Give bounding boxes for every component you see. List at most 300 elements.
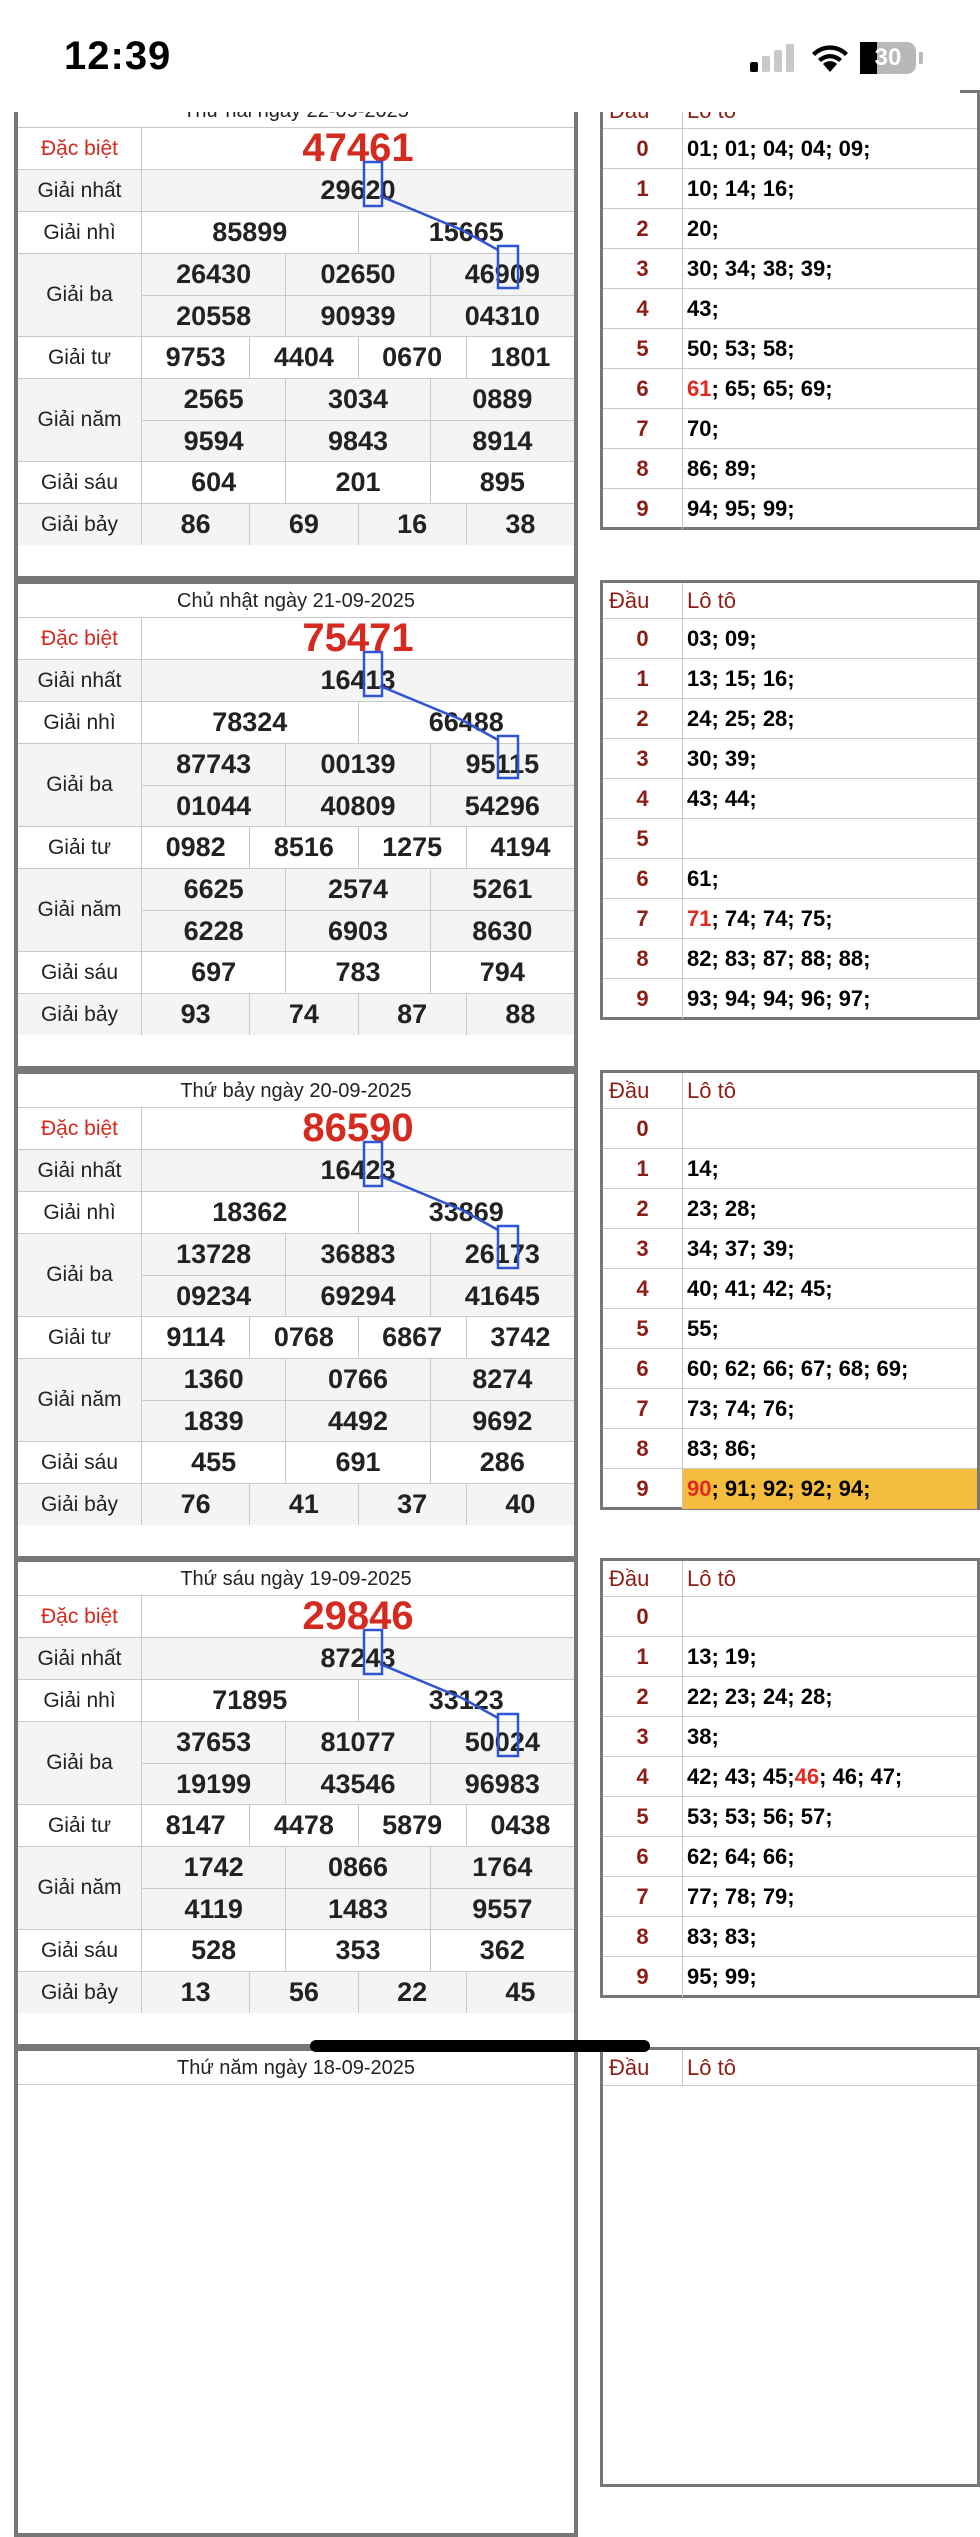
prize-values xyxy=(142,170,574,211)
prize-values xyxy=(142,744,574,826)
prize-label: Đặc biệt xyxy=(18,618,142,659)
loto-head-digit: 1 xyxy=(603,1637,683,1676)
loto-text: 43; 44; xyxy=(687,785,757,811)
prize-row-g3 xyxy=(18,254,574,337)
loto-header-dau: Đầu xyxy=(603,1561,683,1596)
prize-values xyxy=(142,1596,574,1637)
prize-line xyxy=(142,1847,574,1888)
prize-number: 8630 xyxy=(430,911,574,951)
prize-row-g2 xyxy=(18,1680,574,1722)
prize-number: 0670 xyxy=(358,337,466,378)
prize-line xyxy=(142,1680,574,1721)
prize-number: 9557 xyxy=(430,1889,574,1929)
loto-table xyxy=(600,1558,980,1998)
prize-number: 528 xyxy=(191,1935,237,1965)
loto-row xyxy=(603,209,977,249)
prize-label: Giải nhì xyxy=(18,1680,142,1721)
prize-number: 36883 xyxy=(285,1234,429,1275)
prize-number: 0766 xyxy=(285,1359,429,1400)
loto-special-number: 71 xyxy=(687,905,712,931)
loto-row xyxy=(603,739,977,779)
prize-number: 40809 xyxy=(285,786,429,826)
prize-label: Đặc biệt xyxy=(18,1596,142,1637)
prize-row-g1 xyxy=(18,170,574,212)
loto-head-digit: 7 xyxy=(603,899,683,938)
loto-text: 50; 53; 58; xyxy=(687,335,795,361)
prize-number: 8914 xyxy=(430,421,574,461)
prize-number: 6903 xyxy=(285,911,429,951)
loto-text: 83; 83; xyxy=(687,1923,757,1949)
loto-head-digit: 3 xyxy=(603,249,683,288)
prize-label: Giải năm xyxy=(18,869,142,951)
prize-number: 9843 xyxy=(285,421,429,461)
prize-label: Giải năm xyxy=(18,1847,142,1929)
prize-number: 87743 xyxy=(176,749,252,779)
prize-label: Giải bảy xyxy=(18,504,142,545)
draw-block xyxy=(0,1070,960,1560)
loto-special-number: 61 xyxy=(687,375,712,401)
prize-number: 86590 xyxy=(302,1106,414,1150)
loto-text: 77; 78; 79; xyxy=(687,1883,795,1909)
loto-head-digit: 4 xyxy=(603,289,683,328)
loto-row xyxy=(603,619,977,659)
prize-number: 90939 xyxy=(285,296,429,336)
loto-row xyxy=(603,899,977,939)
loto-head-digit: 8 xyxy=(603,449,683,488)
prize-number: 1742 xyxy=(183,1852,244,1882)
prize-values xyxy=(142,1847,574,1929)
prize-row-g3 xyxy=(18,1234,574,1317)
results-scroll-view[interactable] xyxy=(0,112,960,2079)
loto-text: 20; xyxy=(687,215,719,241)
prize-number: 96983 xyxy=(430,1764,574,1804)
prize-line xyxy=(142,869,574,910)
loto-row xyxy=(603,1837,977,1877)
prize-number: 895 xyxy=(430,462,574,503)
prize-line xyxy=(142,212,574,253)
loto-head-digit: 2 xyxy=(603,1189,683,1228)
prize-number: 4194 xyxy=(466,827,574,868)
loto-text: 43; xyxy=(687,295,719,321)
loto-header-loto: Lô tô xyxy=(687,587,736,613)
loto-values xyxy=(683,1389,977,1428)
loto-values xyxy=(683,1469,977,1509)
loto-values xyxy=(683,1597,977,1636)
loto-values xyxy=(683,1149,977,1188)
prize-line xyxy=(142,1108,574,1149)
loto-head-digit: 6 xyxy=(603,1837,683,1876)
loto-head-digit: 6 xyxy=(603,859,683,898)
draw-block xyxy=(0,90,960,580)
prize-line xyxy=(142,1930,574,1971)
loto-values xyxy=(683,939,977,978)
loto-head-digit: 2 xyxy=(603,699,683,738)
loto-values xyxy=(683,329,977,368)
loto-head-digit: 2 xyxy=(603,209,683,248)
prize-line xyxy=(142,1359,574,1400)
prize-row-g2 xyxy=(18,212,574,254)
prize-line xyxy=(142,618,574,659)
prize-number: 95115 xyxy=(430,744,574,785)
loto-text: 82; 83; 87; 88; 88; xyxy=(687,945,871,971)
loto-text: 38; xyxy=(687,1723,719,1749)
loto-head-digit: 6 xyxy=(603,1349,683,1388)
loto-head-digit: 4 xyxy=(603,779,683,818)
loto-values xyxy=(683,1637,977,1676)
loto-head-digit: 5 xyxy=(603,1797,683,1836)
prize-number: 16413 xyxy=(320,665,396,695)
loto-row xyxy=(603,1677,977,1717)
prize-line xyxy=(142,785,574,826)
prize-number: 02650 xyxy=(285,254,429,295)
draw-block xyxy=(0,580,960,1070)
prize-number: 45 xyxy=(466,1972,574,2013)
prize-number: 29620 xyxy=(320,175,396,205)
loto-row xyxy=(603,249,977,289)
results-table xyxy=(14,1070,578,1560)
prize-label: Giải ba xyxy=(18,1234,142,1316)
status-time: 12:39 xyxy=(64,34,172,78)
loto-head-digit: 9 xyxy=(603,1957,683,1997)
loto-text: 34; 37; 39; xyxy=(687,1235,795,1261)
loto-text: 62; 64; 66; xyxy=(687,1843,795,1869)
prize-row-db xyxy=(18,128,574,170)
prize-number: 43546 xyxy=(285,1764,429,1804)
prize-line xyxy=(142,1805,574,1846)
prize-number: 29846 xyxy=(302,1594,414,1638)
loto-row xyxy=(603,1109,977,1149)
prize-line xyxy=(142,1638,574,1679)
prize-label: Giải tư xyxy=(18,827,142,868)
prize-label: Đặc biệt xyxy=(18,128,142,169)
prize-number: 86 xyxy=(180,509,211,539)
prize-number: 6228 xyxy=(183,915,244,946)
loto-values xyxy=(683,1717,977,1756)
loto-header xyxy=(603,583,977,619)
prize-number: 0889 xyxy=(430,379,574,420)
prize-label: Giải ba xyxy=(18,254,142,336)
prize-line xyxy=(142,1722,574,1763)
prize-line xyxy=(142,827,574,868)
prize-line xyxy=(142,1317,574,1358)
prize-line xyxy=(142,170,574,211)
draw-block xyxy=(0,2047,960,2537)
loto-values xyxy=(683,1957,977,1997)
loto-row xyxy=(603,699,977,739)
loto-head-digit: 8 xyxy=(603,939,683,978)
prize-row-g1 xyxy=(18,660,574,702)
prize-label: Giải bảy xyxy=(18,994,142,1035)
prize-values xyxy=(142,1972,574,2013)
prize-number: 455 xyxy=(191,1447,237,1477)
loto-row xyxy=(603,1717,977,1757)
loto-row xyxy=(603,129,977,169)
prize-line xyxy=(142,420,574,461)
prize-number: 18362 xyxy=(212,1197,288,1227)
loto-head-digit: 7 xyxy=(603,1877,683,1916)
loto-row xyxy=(603,169,977,209)
prize-number: 3034 xyxy=(285,379,429,420)
loto-header-loto: Lô tô xyxy=(687,1565,736,1591)
prize-row-g7 xyxy=(18,504,574,545)
prize-number: 697 xyxy=(191,957,237,987)
loto-text: 42; 43; 45; xyxy=(687,1763,795,1789)
prize-number: 4119 xyxy=(184,1893,243,1924)
prize-label: Giải bảy xyxy=(18,1484,142,1525)
draw-date-title: Thứ năm ngày 18-09-2025 xyxy=(18,2051,574,2085)
prize-number: 87 xyxy=(358,994,466,1035)
loto-row xyxy=(603,1469,977,1509)
prize-row-g1 xyxy=(18,1638,574,1680)
loto-text: 23; 28; xyxy=(687,1195,757,1221)
prize-number: 1275 xyxy=(358,827,466,868)
loto-values xyxy=(683,249,977,288)
loto-row xyxy=(603,1429,977,1469)
loto-text: ; 91; 92; 92; 94; xyxy=(711,1476,871,1501)
loto-table xyxy=(600,580,980,1020)
prize-number: 4404 xyxy=(249,337,357,378)
prize-row-g6 xyxy=(18,1442,574,1484)
prize-label: Giải nhất xyxy=(18,660,142,701)
prize-line xyxy=(142,1192,574,1233)
prize-values xyxy=(142,1317,574,1358)
prize-line xyxy=(142,1150,574,1191)
prize-label: Giải tư xyxy=(18,1317,142,1358)
prize-values xyxy=(142,1192,574,1233)
loto-row xyxy=(603,1189,977,1229)
prize-row-g2 xyxy=(18,1192,574,1234)
prize-number: 41 xyxy=(249,1484,357,1525)
prize-row-g1 xyxy=(18,1150,574,1192)
loto-table xyxy=(600,90,980,530)
loto-text: 22; 23; 24; 28; xyxy=(687,1683,833,1709)
prize-number: 69294 xyxy=(285,1276,429,1316)
loto-values xyxy=(683,449,977,488)
prize-number: 783 xyxy=(285,952,429,993)
loto-row xyxy=(603,449,977,489)
prize-number: 38 xyxy=(466,504,574,545)
loto-text: 01; 01; 04; 04; 09; xyxy=(687,135,871,161)
loto-text: 14; xyxy=(687,1155,719,1181)
status-bar xyxy=(0,0,960,112)
loto-head-digit: 9 xyxy=(603,489,683,529)
prize-row-g7 xyxy=(18,1484,574,1525)
prize-line xyxy=(142,254,574,295)
prize-number: 01044 xyxy=(176,790,252,821)
loto-row xyxy=(603,1877,977,1917)
loto-values xyxy=(683,819,977,858)
loto-values xyxy=(683,209,977,248)
loto-values xyxy=(683,1677,977,1716)
loto-head-digit: 7 xyxy=(603,409,683,448)
prize-line xyxy=(142,910,574,951)
loto-values xyxy=(683,859,977,898)
prize-number: 8516 xyxy=(249,827,357,868)
prize-number: 9114 xyxy=(166,1322,225,1352)
loto-values xyxy=(683,739,977,778)
prize-number: 0438 xyxy=(466,1805,574,1846)
loto-row xyxy=(603,489,977,529)
prize-row-g5 xyxy=(18,1359,574,1442)
prize-values xyxy=(142,994,574,1035)
loto-values xyxy=(683,409,977,448)
prize-values xyxy=(142,1930,574,1971)
prize-line xyxy=(142,504,574,545)
loto-text: 61; xyxy=(687,865,719,891)
prize-values xyxy=(142,1638,574,1679)
prize-row-g5 xyxy=(18,869,574,952)
loto-values xyxy=(683,1349,977,1388)
loto-text: 24; 25; 28; xyxy=(687,705,795,731)
prize-values xyxy=(142,1234,574,1316)
loto-values xyxy=(683,1797,977,1836)
prize-number: 15665 xyxy=(358,212,575,253)
loto-values xyxy=(683,1917,977,1956)
loto-header xyxy=(603,1073,977,1109)
loto-head-digit: 1 xyxy=(603,169,683,208)
home-indicator[interactable] xyxy=(310,2040,650,2052)
draw-date-title: Chủ nhật ngày 21-09-2025 xyxy=(18,584,574,618)
prize-row-g5 xyxy=(18,1847,574,1930)
prize-number: 75471 xyxy=(302,616,414,660)
prize-values xyxy=(142,702,574,743)
prize-number: 13728 xyxy=(176,1239,252,1269)
prize-number: 37653 xyxy=(176,1727,252,1757)
loto-header-dau: Đầu xyxy=(603,1073,683,1108)
prize-label: Giải nhất xyxy=(18,170,142,211)
loto-row xyxy=(603,939,977,979)
prize-values xyxy=(142,504,574,545)
loto-text: 13; 15; 16; xyxy=(687,665,795,691)
loto-values xyxy=(683,979,977,1019)
loto-row xyxy=(603,979,977,1019)
loto-values xyxy=(683,699,977,738)
loto-text: 30; 39; xyxy=(687,745,757,771)
draw-date-title: Thứ sáu ngày 19-09-2025 xyxy=(18,1562,574,1596)
prize-number: 2565 xyxy=(183,384,244,414)
loto-head-digit: 9 xyxy=(603,979,683,1019)
prize-number: 41645 xyxy=(430,1276,574,1316)
prize-number: 22 xyxy=(358,1972,466,2013)
prize-row-g4 xyxy=(18,1805,574,1847)
prize-values xyxy=(142,1722,574,1804)
prize-line xyxy=(142,994,574,1035)
loto-head-digit: 0 xyxy=(603,619,683,658)
prize-label: Giải nhì xyxy=(18,702,142,743)
prize-number: 74 xyxy=(249,994,357,1035)
prize-number: 81077 xyxy=(285,1722,429,1763)
prize-line xyxy=(142,1596,574,1637)
loto-head-digit: 6 xyxy=(603,369,683,408)
prize-number: 794 xyxy=(430,952,574,993)
prize-number: 71895 xyxy=(212,1685,288,1715)
loto-head-digit: 3 xyxy=(603,1229,683,1268)
prize-values xyxy=(142,379,574,461)
prize-line xyxy=(142,660,574,701)
prize-line xyxy=(142,1442,574,1483)
loto-head-digit: 5 xyxy=(603,1309,683,1348)
loto-values xyxy=(683,489,977,529)
loto-head-digit: 5 xyxy=(603,329,683,368)
prize-line xyxy=(142,744,574,785)
loto-text: 03; 09; xyxy=(687,625,757,651)
loto-values xyxy=(683,1109,977,1148)
loto-row xyxy=(603,859,977,899)
prize-number: 0768 xyxy=(249,1317,357,1358)
prize-row-g3 xyxy=(18,744,574,827)
prize-number: 78324 xyxy=(212,707,288,737)
loto-text: ; 74; 74; 75; xyxy=(711,905,833,931)
loto-text: 10; 14; 16; xyxy=(687,175,795,201)
prize-number: 201 xyxy=(285,462,429,503)
loto-row xyxy=(603,329,977,369)
prize-number: 5879 xyxy=(358,1805,466,1846)
loto-header-dau: Đầu xyxy=(603,583,683,618)
loto-values xyxy=(683,1757,977,1796)
prize-values xyxy=(142,462,574,503)
prize-values xyxy=(142,660,574,701)
prize-number: 20558 xyxy=(176,300,252,331)
prize-row-g6 xyxy=(18,952,574,994)
battery-icon xyxy=(860,42,916,74)
loto-row xyxy=(603,1757,977,1797)
loto-text: 13; 19; xyxy=(687,1643,757,1669)
loto-values xyxy=(683,289,977,328)
loto-row xyxy=(603,289,977,329)
prize-row-g3 xyxy=(18,1722,574,1805)
prize-values xyxy=(142,337,574,378)
prize-values xyxy=(142,128,574,169)
prize-values xyxy=(142,1680,574,1721)
prize-row-db xyxy=(18,1596,574,1638)
loto-values xyxy=(683,1189,977,1228)
loto-head-digit: 1 xyxy=(603,1149,683,1188)
prize-number: 76 xyxy=(180,1489,211,1519)
prize-row-g4 xyxy=(18,1317,574,1359)
prize-label: Giải sáu xyxy=(18,462,142,503)
loto-values xyxy=(683,1877,977,1916)
prize-line xyxy=(142,1234,574,1275)
loto-values xyxy=(683,369,977,408)
loto-special-number: 46 xyxy=(794,1763,820,1789)
loto-row xyxy=(603,1229,977,1269)
prize-row-g7 xyxy=(18,994,574,1035)
loto-head-digit: 0 xyxy=(603,1109,683,1148)
prize-number: 9692 xyxy=(430,1401,574,1441)
loto-row xyxy=(603,409,977,449)
prize-line xyxy=(142,952,574,993)
prize-number: 1764 xyxy=(430,1847,574,1888)
loto-values xyxy=(683,779,977,818)
loto-text: 70; xyxy=(687,415,719,441)
prize-label: Đặc biệt xyxy=(18,1108,142,1149)
prize-number: 604 xyxy=(191,467,237,497)
prize-values xyxy=(142,827,574,868)
prize-number: 13 xyxy=(180,1977,211,2007)
loto-values xyxy=(683,1837,977,1876)
prize-number: 85899 xyxy=(212,217,288,247)
loto-table xyxy=(600,1070,980,1510)
loto-text: ; 46; 47; xyxy=(819,1763,903,1789)
loto-head-digit: 5 xyxy=(603,819,683,858)
results-table xyxy=(14,1558,578,2048)
prize-row-g5 xyxy=(18,379,574,462)
loto-header-loto: Lô tô xyxy=(687,1077,736,1103)
loto-text: 53; 53; 56; 57; xyxy=(687,1803,833,1829)
loto-text: ; 65; 65; 69; xyxy=(711,375,833,401)
loto-row xyxy=(603,1917,977,1957)
prize-number: 4492 xyxy=(285,1401,429,1441)
